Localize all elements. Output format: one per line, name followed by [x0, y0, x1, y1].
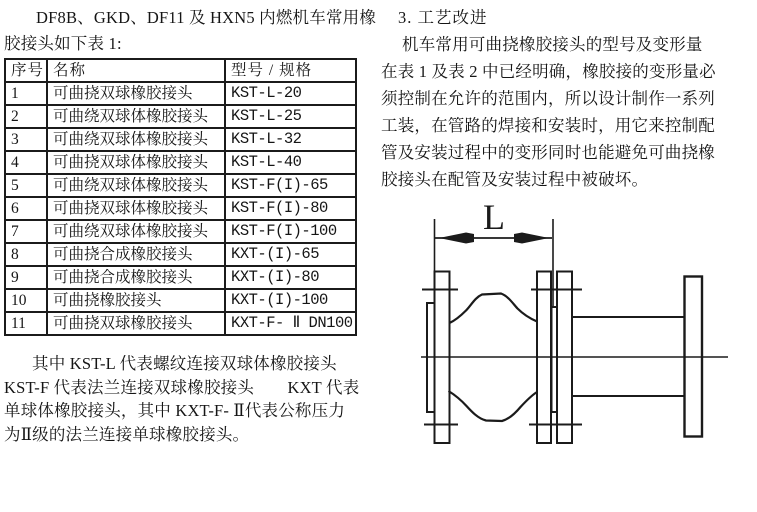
section-heading: 3. 工艺改进: [398, 8, 488, 27]
table-row: [5, 289, 356, 312]
cell-model: KXT-F- Ⅱ DN100: [225, 312, 356, 335]
table-header-row: [5, 59, 356, 82]
legend-line: 单球体橡胶接头，其中 KXT-F- Ⅱ代表公称压力: [4, 401, 346, 421]
body-line: 胶接头在配管及安装过程中被破坏。: [381, 170, 649, 189]
cell-no: 10: [5, 289, 47, 312]
dimension-arrow-left-icon: [439, 233, 474, 244]
cell-name: 可曲挠双球橡胶接头: [47, 312, 225, 335]
cell-name: 可曲绕双球体橡胶接头: [47, 174, 225, 197]
rubber-joint-table: [4, 58, 357, 336]
body-paragraph: [381, 31, 755, 193]
table-row: [5, 243, 356, 266]
legend-paragraph: [4, 352, 380, 446]
cell-model: KXT-(I)-80: [225, 266, 356, 289]
cell-no: 2: [5, 105, 47, 128]
cell-no: 1: [5, 82, 47, 105]
cell-name: 可曲挠合成橡胶接头: [47, 266, 225, 289]
legend-line: 其中 KST-L 代表螺纹连接双球体橡胶接头: [32, 354, 337, 373]
rubber-joint-diagram: [378, 185, 757, 465]
cell-no: 11: [5, 312, 47, 335]
cell-model: KST-L-25: [225, 105, 356, 128]
body-line: 管及安装过程中的变形同时也能避免可曲挠橡: [381, 143, 715, 162]
cell-no: 5: [5, 174, 47, 197]
table-row: [5, 197, 356, 220]
body-line: 机车常用可曲挠橡胶接头的型号及变形量: [402, 35, 703, 54]
table-row: [5, 266, 356, 289]
cell-name: 可曲绕双球体橡胶接头: [47, 128, 225, 151]
cell-model: KXT-(I)-100: [225, 289, 356, 312]
cell-name: 可曲绕双球体橡胶接头: [47, 220, 225, 243]
bellows-lower-curve: [449, 391, 538, 421]
intro-line: DF8B、GKD、DF11 及 HXN5 内燃机车常用橡: [36, 8, 377, 27]
header-name: 名称: [47, 59, 225, 82]
header-model: 型号 / 规格: [225, 59, 356, 82]
body-line: 在表 1 及表 2 中已经明确，橡胶接的变形量必: [381, 62, 716, 81]
cell-model: KST-L-32: [225, 128, 356, 151]
right-column: [381, 5, 755, 193]
table-row: [5, 128, 356, 151]
header-no: 序号: [5, 59, 47, 82]
cell-name: 可曲挠双球体橡胶接头: [47, 197, 225, 220]
cell-name: 可曲挠双球橡胶接头: [47, 82, 225, 105]
cell-model: KXT-(I)-65: [225, 243, 356, 266]
cell-no: 6: [5, 197, 47, 220]
intro-paragraph: [4, 5, 378, 57]
cell-no: 4: [5, 151, 47, 174]
table-row: [5, 105, 356, 128]
table-row: [5, 312, 356, 335]
body-line: 须控制在允许的范围内，所以设计制作一系列: [381, 89, 715, 108]
cell-model: KST-F(I)-100: [225, 220, 356, 243]
cell-name: 可曲绕双球体橡胶接头: [47, 105, 225, 128]
table-row: [5, 151, 356, 174]
dimension-label: L: [483, 197, 505, 237]
body-line: 工装，在管路的焊接和安装时，用它来控制配: [381, 116, 715, 135]
legend-line: KST-F 代表法兰连接双球橡胶接头 KXT 代表: [4, 377, 360, 397]
legend-line: 为Ⅱ级的法兰连接单球橡胶接头。: [4, 424, 250, 444]
cell-name: 可曲挠双球体橡胶接头: [47, 151, 225, 174]
cell-no: 7: [5, 220, 47, 243]
cell-name: 可曲挠橡胶接头: [47, 289, 225, 312]
cell-model: KST-L-20: [225, 82, 356, 105]
table-row: [5, 82, 356, 105]
intro-line: 胶接头如下表 1:: [4, 34, 122, 53]
table-row: [5, 220, 356, 243]
table-row: [5, 174, 356, 197]
bellows-upper-curve: [450, 294, 538, 324]
cell-no: 8: [5, 243, 47, 266]
cell-name: 可曲挠合成橡胶接头: [47, 243, 225, 266]
cell-model: KST-F(I)-80: [225, 197, 356, 220]
cell-model: KST-F(I)-65: [225, 174, 356, 197]
cell-no: 3: [5, 128, 47, 151]
dimension-arrow-right-icon: [514, 233, 549, 244]
cell-no: 9: [5, 266, 47, 289]
cell-model: KST-L-40: [225, 151, 356, 174]
